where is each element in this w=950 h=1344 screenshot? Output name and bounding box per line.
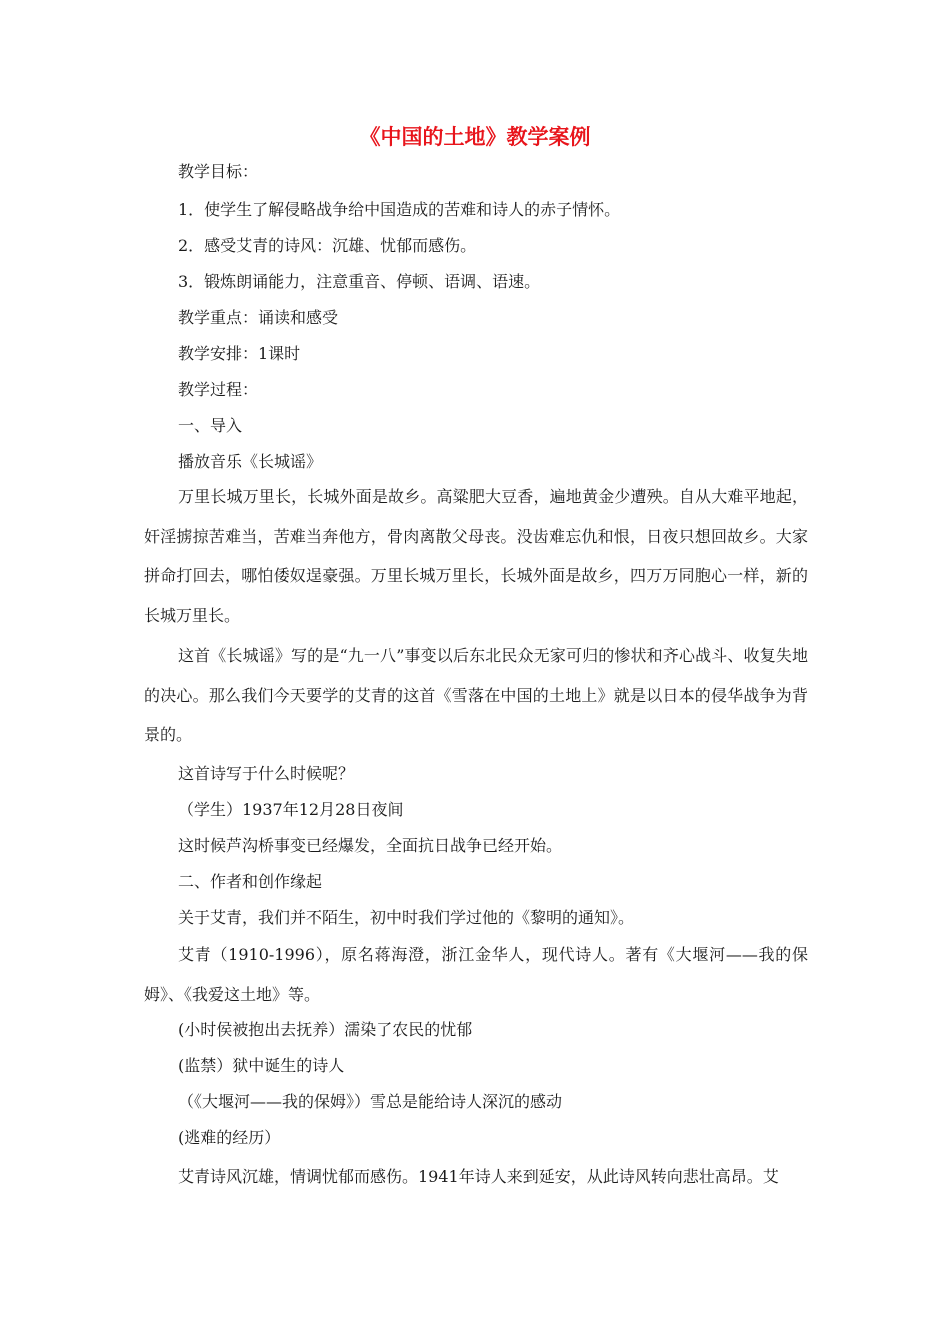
author-note-2: (监禁）狱中诞生的诗人 (178, 1056, 345, 1075)
goal-item-1: 1．使学生了解侵略战争给中国造成的苦难和诗人的赤子情怀。 (178, 200, 621, 219)
process-heading: 教学过程： (178, 380, 259, 399)
teaching-focus: 教学重点：诵读和感受 (178, 308, 339, 327)
music-instruction: 播放音乐《长城谣》 (178, 452, 323, 471)
teaching-schedule: 教学安排：1课时 (178, 344, 301, 363)
background-paragraph: 这首《长城谣》写的是“九一八”事变以后东北民众无家可归的惨状和齐心战斗、收复失地的决心。那么我们今天要学的艾青的这首《雪落在中国的土地上》就是以日本的侵华战争为背景的。 (144, 646, 808, 744)
about-author-line: 关于艾青，我们并不陌生，初中时我们学过他的《黎明的通知》。 (178, 908, 635, 927)
goals-heading: 教学目标： (178, 162, 259, 181)
author-note-4: (逃难的经历） (178, 1128, 281, 1147)
document-title: 《中国的土地》教学案例 (359, 125, 591, 149)
song-lyrics-paragraph: 万里长城万里长，长城外面是故乡。高粱肥大豆香，遍地黄金少遭殃。自从大难平地起，奸淫掳掠苦难当，苦难当奔他方，骨肉离散父母丧。没齿难忘仇和恨，日夜只想回故乡。大家拼命打回去，哪怕倭奴逞豪强。万里长城万里长，长城外面是故乡，四万万同胞心一样，新的长城万里长。 (144, 487, 808, 625)
style-paragraph: 艾青诗风沉雄，情调忧郁而感伤。1941年诗人来到延安，从此诗风转向悲壮高昂。艾 (178, 1167, 779, 1186)
context-line: 这时候芦沟桥事变已经爆发，全面抗日战争已经开始。 (178, 836, 563, 855)
section-heading-author: 二、作者和创作缘起 (178, 872, 323, 891)
goal-item-2: 2．感受艾青的诗风：沉雄、忧郁而感伤。 (178, 236, 477, 255)
author-note-3: （《大堰河——我的保姆》）雪总是能给诗人深沉的感动 (178, 1092, 563, 1111)
section-heading-intro: 一、导入 (178, 416, 243, 435)
author-note-1: (小时侯被抱出去抚养）濡染了农民的忧郁 (178, 1020, 473, 1039)
student-answer: （学生）1937年12月28日夜间 (178, 800, 404, 819)
question-line: 这首诗写于什么时候呢？ (178, 764, 355, 783)
author-bio-paragraph: 艾青（1910-1996），原名蒋海澄，浙江金华人，现代诗人。著有《大堰河——我的保姆》、《我爱这土地》等。 (144, 945, 808, 1004)
goal-item-3: 3．锻炼朗诵能力，注意重音、停顿、语调、语速。 (178, 272, 541, 291)
